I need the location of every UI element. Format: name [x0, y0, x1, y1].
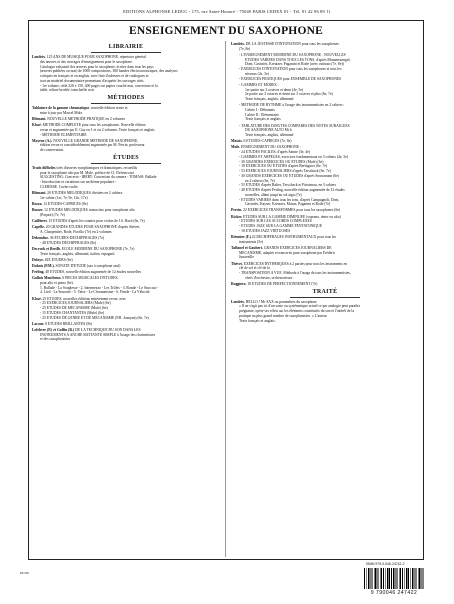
- catalog-entry-line: 1er partie sur 2 octaves et demi (4e, 5e): [245, 87, 304, 92]
- catalog-entry-line: (7e, 8e): [239, 46, 251, 51]
- catalog-entry-line: Mule. ENSEIGNEMENT DU SAXOPHONE :: [231, 145, 301, 150]
- catalog-entry-line: Londeix. 125 ANS DE MUSIQUE POUR SAXOPHONE, répertoire général: [32, 55, 146, 59]
- catalog-entry-line: - MÉTHODE DE RYTHME à l'usage des instrumentistes en 2 cahiers :: [239, 103, 345, 108]
- catalog-entry-line: - 48 ÉTUDES d'après Ferling, nouvelle édition augmentée de 12 études: [239, 188, 345, 193]
- catalog-entry-line: - 25 ÉTUDES DE MÉCANISME (Mule) (6e): [40, 306, 108, 311]
- author-name: Traits difficiles: [32, 165, 56, 170]
- catalog-entry-line: Debondue. 36 ÉTUDES-DÉCHIFFRAGES (7e): [32, 236, 105, 241]
- catalog-entry-line: 4. Lied - La Sonorité - 5. Valse - Le Chromatisme - 6. Finale - La Vélocité: [40, 290, 150, 295]
- catalog-entry-line: - 1re volume, relié 220 x 150, 400 pages sur papier couché mat, couverture et la: [40, 83, 158, 88]
- section-heading: LIBRAIRIE: [108, 44, 144, 50]
- author-name: Mayeur (A.).: [32, 138, 53, 143]
- catalog-entry-line: Dont, Gaviniès, Kreutzer, Paganini et Rode (avec ostinato (7e, 8e)): [245, 62, 344, 67]
- page-title: ENSEIGNEMENT DU SAXOPHONE: [129, 25, 323, 37]
- section-heading: MÉTHODES: [107, 95, 145, 101]
- catalog-entry-line: - 18 ÉTUDES JAZZ VIRTUOSES: [239, 228, 291, 233]
- isbn-label: ISMN 979-0-046-24742-2: [366, 562, 405, 566]
- catalog-entry-line: niveaux (2e, 3e): [245, 71, 269, 76]
- catalog-entry-line: DU SAXOPHONE ALTO Mi b: [245, 128, 292, 133]
- catalog-entry-line: « Il ne s'agit pas ici d'un vaste ou systématique actuel ce par analogie peut paraître: [239, 304, 361, 309]
- catalog-entry-line: Texte français, anglais, allemand: [245, 97, 294, 102]
- catalog-entry-line: - 24 ÉTUDES FACILES, d'après Samie (3e, 4e): [239, 150, 310, 155]
- author-name: Decruck et Breilh.: [32, 246, 61, 251]
- author-name: Caillieret.: [32, 218, 48, 223]
- catalog-entry-line: (Paquot) (7e, 7e): [40, 212, 65, 217]
- author-name: Rieunier (F.): [231, 235, 251, 240]
- catalog-entry-line: des œuvres et des ouvrages d'enseignement pour le saxophone.: [40, 59, 133, 64]
- catalog-entry-line: - L'ENSEIGNEMENT MODERNE DU SAXOPHONE : NOUVELLES: [239, 52, 346, 57]
- catalog-entry-line: CLÉRISSE. Cache-cache.: [40, 184, 79, 189]
- catalog-entry-line: - ÉTUDES SUR LES ACCORDS COMPLEXES: [239, 219, 312, 224]
- author-name: Massis.: [231, 139, 243, 144]
- catalog-entry-line: INSTRUMENTS A ANCHE BATTANTE SIMPLE à l'usage des clarinettistes: [40, 332, 156, 337]
- author-name: Ricker.: [231, 214, 243, 219]
- catalog-entry-line: Gallois Montbrun. 6 PIÈCES MUSICALES D'ÉTUDES,: [32, 276, 119, 281]
- catalog-entry-line: 1er cahier (1er, 7e, 9e, 12e, 17e): [40, 195, 88, 200]
- catalog-entry-line: Texte français, anglais, allemand, italien, espagnol.: [40, 251, 116, 256]
- section-heading: ÉTUDES: [113, 154, 139, 161]
- author-name: Londeix.: [32, 55, 46, 59]
- catalog-entry-line: Mayeur (A.). NOUVELLE GRANDE MÉTHODE DE SAXOPHONE,: [32, 138, 139, 143]
- author-name: Busser.: [32, 208, 44, 213]
- catalog-entry-line: - Introduction et variations sur un thème populaire -: [40, 180, 117, 185]
- author-name: Klosé.: [32, 296, 42, 301]
- catalog-entry-line: - ÉTUDES JAZZ SUR LA GAMME PENTATONIQUE: [239, 224, 323, 229]
- author-name: Dubois (P.M.).: [32, 263, 55, 268]
- catalog-entry-line: - MÉTHODE ÉLÉMENTAIRE: [40, 132, 87, 137]
- catalog-entry-line: Blémant. 20 ÉTUDES MÉLODIQUES divisées en 2 cahiers.: [32, 191, 124, 196]
- catalog-entry-line: Taffanel et Gaubert. GRANDS EXERCICES JOURNALIERS DE: [231, 245, 332, 250]
- barcode-image: [364, 568, 424, 589]
- author-name: Defaye.: [32, 257, 44, 262]
- catalog-entry-line: SUGGESTING: Concerto - IBERT: Concertino da camera - TOMASI: Ballade: [40, 175, 157, 180]
- author-name: Blémant.: [32, 116, 47, 121]
- catalog-entry-line: Dubois (P.M.). SONATE D'ÉTUDE (sax à saxophone seul): [32, 263, 121, 268]
- author-name: Capelle.: [32, 225, 45, 230]
- catalog-entry-line: Klosé. MÉTHODE COMPLÈTE pour tous les saxophones. Nouvelle édition: [32, 123, 146, 128]
- catalog-entry-line: (œuvres publiées ou non) de 1000 compositeurs, 300 bandes électroacoustiques, des analyses: [40, 69, 178, 74]
- catalog-entry-line: Capelle. 20 GRANDES ÉTUDES POUR SAXOPHONE d'après Stiévet,: [32, 225, 141, 230]
- catalog-entry-line: Junaveille: [239, 255, 254, 260]
- catalog-entry-line: Decruck et Breilh. ÉCOLE MODERNE DU SAXOPHONE (7e, 7e): [32, 246, 135, 251]
- catalog-entry-line: Texte français et anglais.: [239, 318, 276, 323]
- catalog-entry-line: chefs d'orchestre, orchestrateurs: [245, 275, 293, 280]
- catalog-entry-line: pratique au plus grand nombre de saxophonistes. » L'auteur: [239, 313, 327, 318]
- catalog-entry-line: Massis. 6 ÉTUDES-CAPRICES (7e, 8e): [231, 139, 292, 144]
- section-rule: [290, 297, 360, 298]
- catalog-entry-line: - 48 ÉTUDES DÉCHIFFRAGES (8e): [40, 240, 97, 245]
- catalog-entry-line: Caillieret. 15 ÉTUDES d'après les sonates pour violon de J.S. Bach (6e, 7e): [32, 218, 145, 223]
- author-name: Debondue.: [32, 236, 49, 241]
- catalog-entry-line: revue et augmentée par E. Gay en 1 et ou 2 volumes. Texte français et anglais: [40, 127, 155, 132]
- catalog-entry-line: - ÉTUDES VARIÉES dans tous les tons, d'après Campagnoli, Dont,: [239, 197, 340, 202]
- catalog-entry-line: - 25 ÉTUDES DE GENRE ET DE MÉCANISME (P.R. Joanyan) (6e, 7e): [40, 315, 149, 320]
- catalog-entry-line: mise à jour par Marcel Mule.: [40, 110, 84, 115]
- section-rule: [91, 163, 161, 164]
- author-name: Perrin.: [231, 208, 243, 213]
- catalog-entry-line: nouvelles, allant jusqu'au sol aigu (7e): [245, 192, 302, 197]
- catalog-entry-line: - 30 GRANDES EXERCICES OU ÉTUDES (Mule) (6e): [239, 159, 324, 164]
- catalog-entry-line: pour alto et piano (6e).: [40, 280, 74, 285]
- catalog-entry-line: Klosé. 25 ÉTUDES, nouvelles éditions entièrement revue, avec: [32, 296, 127, 301]
- catalog-entry-line: critiques en français et en anglais, avec liste d'adresses et de catalogues et: [40, 74, 149, 78]
- author-name: Lacour.: [32, 321, 45, 326]
- catalog-entry-line: Perrin. 22 EXERCICES TRANSFORMÉS pour tous les saxophones (6e): [231, 208, 341, 213]
- catalog-entry-line: Rieunier (F.) 22 DÉCHIFFRAGES INSTRUMENTAUX pour tous les: [231, 235, 337, 240]
- catalog-entry-line: - 30 GRANDS EXERCICES OU ÉTUDES d'après Soussmann (6e): [239, 173, 340, 178]
- catalog-entry-line: instruments (5e): [239, 239, 264, 244]
- catalog-entry-line: MÉCANISME, adaptés et transcrits pour saxophone par Frédéric: [239, 250, 336, 255]
- footer-code: ED 96: [20, 571, 29, 575]
- catalog-entry-line: et des saxophonistes: [40, 337, 71, 342]
- catalog-entry-line: tout un matériel documentaire permettant d'acquérir les ouvrages cités.: [40, 78, 145, 83]
- catalog-entry-line: Busser. 12 ÉTUDES MÉLODIQUES transcrites pour saxophone alto: [32, 208, 135, 213]
- catalog-entry-line: Tablature de la gamme chromatique, nouvelle édition revue et: [32, 106, 128, 110]
- catalog-entry-line: - 25 EXERCICES JOURNALIERS (Mule) (6e): [40, 301, 111, 306]
- column-divider: [225, 41, 226, 557]
- author-name: Ruggiero.: [231, 281, 247, 286]
- author-name: Thévet.: [231, 261, 243, 266]
- catalog-entry-line: Lefebvre (P.) et Goffin (R.) DE LA TECHNIQUE DU SON DANS LES: [32, 327, 141, 332]
- catalog-entry-line: Lacour. 8 ÉTUDES BRILLANTES (8e): [32, 321, 93, 326]
- catalog-entry-line: Catalogue exhaustif des œuvres pour le saxophone, écrites dans tous les pays: [40, 64, 154, 69]
- publisher-line: EDITIONS ALPHONSE LEDUC - 175, rue Saint-Honoré - 75040 PARIS CEDEX 01 - Tél. 01 42 96 89 11: [123, 9, 331, 14]
- section-rule: [91, 52, 161, 53]
- catalog-entry-line: clé de sol et clé de fa: [239, 266, 270, 271]
- catalog-entry-line: en 2 cahiers (6e, 7e): [245, 178, 275, 183]
- catalog-entry-line: de conservation.: [40, 148, 65, 153]
- catalog-entry-line: ÉTUDES VARIÉES DANS TOUS LES TONS, d'après Blumenstengel,: [245, 57, 351, 62]
- barcode-number: 9 790046 247422: [359, 590, 429, 596]
- catalog-entry-line: Londeix. DE LA JUSTESSE D'INTONATION pour tous les saxophones: [231, 42, 339, 46]
- catalog-entry-line: - EXERCICES PRATIQUES pour ENSEMBLE DE SAXOPHONES: [239, 76, 342, 81]
- catalog-entry-line: Ruggiero. 18 ÉTUDES DE PERFECTIONNEMENT (7e): [231, 281, 318, 286]
- catalog-entry-line: Defaye. SIX ÉTUDES (6e): [32, 257, 73, 262]
- author-name: Bozza.: [32, 201, 43, 206]
- author-name: Gallois Montbrun.: [32, 276, 62, 281]
- catalog-entry-line: 1. Ballade - La Souplesse - 2. Intermezzo - Les Trilles - 3. Ronde - Le Staccato -: [40, 285, 159, 290]
- author-name: Klosé.: [32, 123, 42, 128]
- catalog-entry-line: - 53 ÉTUDES d'après Balter, Terschack et Fürstenau, en 3 cahiers: [239, 183, 337, 188]
- author-name: Mule.: [231, 145, 241, 150]
- section-heading: TRAITÉ: [312, 288, 338, 295]
- catalog-entry-line: pour le saxophone alto par M. Mule, préface de Cl. Delvincourt: [40, 170, 134, 175]
- catalog-entry-line: Bozza. 12 ÉTUDES-CAPRICES (8e): [32, 201, 88, 206]
- catalog-entry-line: Ricker. ÉTUDES SUR LA GAMME DIMINUÉE (soprano, ténor ou alto): [231, 214, 341, 219]
- catalog-frame: [28, 20, 424, 560]
- catalog-entry-line: Thévet. EXERCICES RYTHMIQUES à 2 parties pour tous les instruments en: [231, 261, 348, 266]
- catalog-entry-line: Cahier II : Élémentaire: [245, 112, 279, 117]
- catalog-entry-line: Traits difficiles tirés d'œuvres symphoniques et dramatiques, recueillis: [32, 165, 138, 170]
- author-name: Tablature de la gamme chromatique: [32, 106, 90, 110]
- catalog-entry-line: Cahier I : Débutants: [245, 107, 275, 112]
- author-name: Taffanel et Gaubert.: [231, 245, 263, 250]
- catalog-entry-line: - GAMMES ET MODES :: [239, 82, 279, 87]
- catalog-entry-line: Gaviniès, Kayser, Kreutzer, Mazas, Paganini et Rode (7e): [245, 202, 331, 207]
- catalog-entry-line: édition revue et considérablement augmentée par M. Perrin, professeur: [40, 143, 145, 148]
- catalog-entry-line: - TRANSPOSITION A VUE. Méthode à l'usage de tous les instrumentistes,: [239, 271, 351, 276]
- catalog-entry-line: Texte français, anglais, allemand: [245, 133, 294, 138]
- author-name: Blémant.: [32, 191, 47, 196]
- catalog-entry-line: - TABLATURE DES DOIGTÉS COMPARÉS DES NOTES SURAIGUËS: [239, 123, 350, 128]
- catalog-entry-line: prégnante, opère ses effets sur les éléments constitutifs du son et l'intérêt de la: [239, 309, 355, 314]
- catalog-entry-line: table, reliure brodée, tranchefile noir: [40, 88, 95, 93]
- catalog-entry-line: - 18 EXERCICES OU ÉTUDES d'après Berbiguier (6e, 7e): [239, 164, 328, 169]
- catalog-entry-line: - 15 ÉTUDES CHANTANTES (Mule) (6e): [40, 310, 105, 315]
- right-column: [231, 42, 419, 323]
- catalog-entry-line: Blémant. NOUVELLE MÉTHODE PRATIQUE en 2 volumes: [32, 116, 126, 121]
- author-name: Londeix.: [231, 299, 245, 304]
- catalog-entry-line: Ferling. 48 ÉTUDES, nouvelle édition augmentée de 12 études nouvelles: [32, 270, 142, 275]
- catalog-entry-line: Texte français et anglais: [245, 117, 281, 122]
- catalog-entry-line: 2e partie sur 3 octaves et demi sur 3 octaves et plus (6e, 7e): [245, 92, 333, 97]
- author-name: Ferling.: [32, 270, 45, 275]
- section-rule: [91, 103, 161, 104]
- catalog-entry-line: A. Charpentier, Rode, Fiorillo (7e) en 2 volumes: [40, 229, 112, 234]
- left-column: [32, 42, 220, 342]
- author-name: Londeix.: [231, 42, 245, 46]
- catalog-entry-line: Londeix. HELLO ! Mr SAX ou paramètres du saxophone: [231, 299, 317, 304]
- catalog-entry-line: - GAMMES ET ARPÈGES, exercices fondamentaux en 3 cahiers (4e, 5e): [239, 154, 349, 159]
- author-name: Lefebvre (P.) et Goffin (R.): [32, 327, 75, 332]
- catalog-entry-line: - 53 EXERCICES JOURNALIERS d'après Terschack (6e, 7e): [239, 169, 331, 174]
- catalog-entry-line: - EXERCICES D'INTONATION pour tous les saxophones et tous les: [239, 67, 342, 72]
